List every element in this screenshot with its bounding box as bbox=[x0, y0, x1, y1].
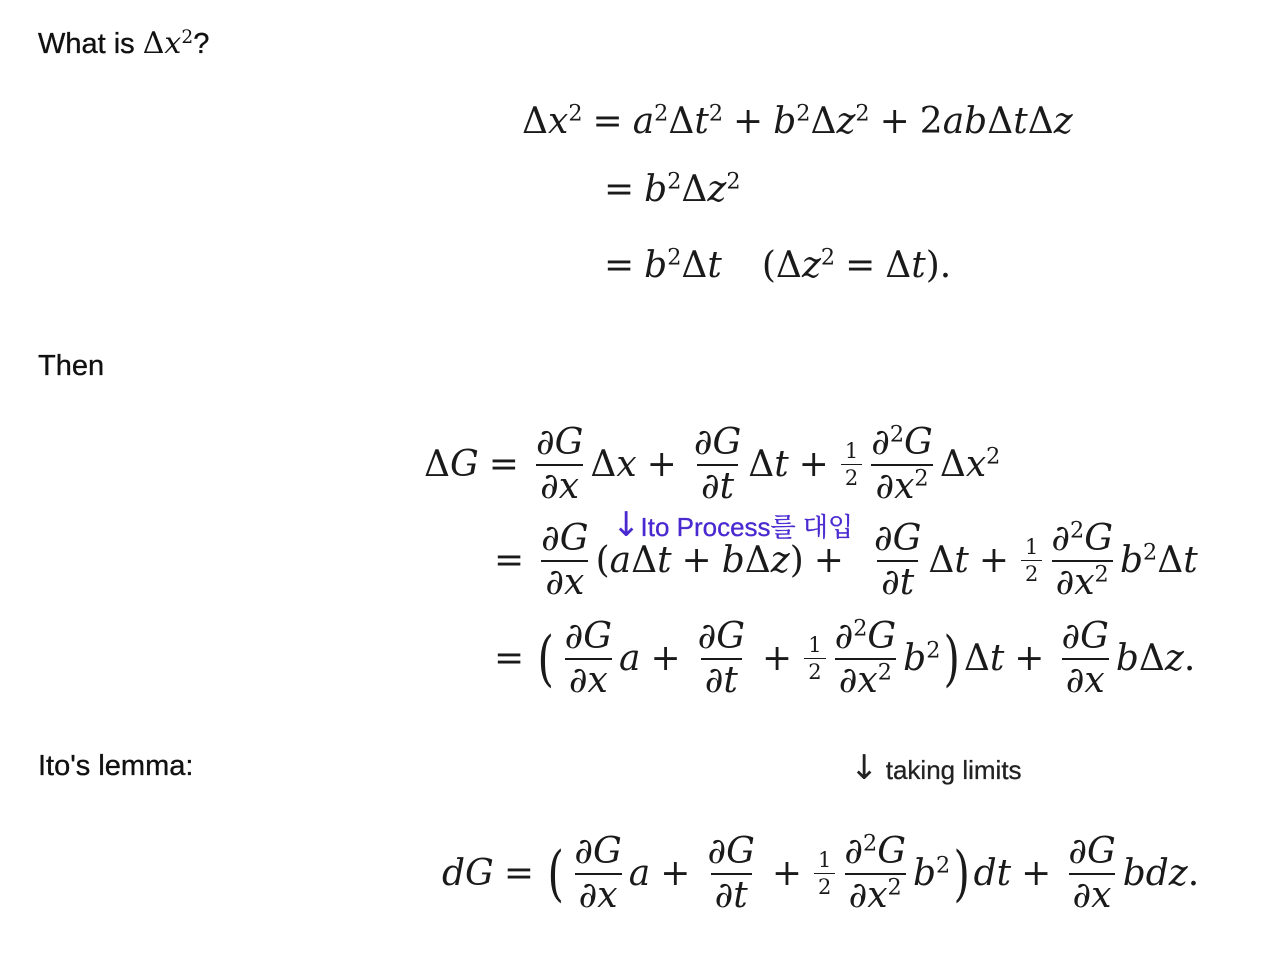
annotation-taking-limits: ↓ taking limits bbox=[850, 748, 1022, 788]
annotation-ito-process: ↓Ito Process를 대입 bbox=[612, 505, 854, 545]
equation-dx2-line1: $\Delta x^2$ = $a^2\Delta t^2$ + $b^2\Delta z^2$ + 2abΔtΔz bbox=[522, 100, 1073, 142]
heading-what-is-text: What is bbox=[38, 28, 143, 60]
heading-what-is: What is $\Delta x^2$? bbox=[38, 26, 210, 61]
equation-dG-line1: ΔG = $\frac{\partial G}{\partial x}$ Δx + $\frac{\partial G}{\partial t}$ Δt + $\frac{1}{2}$ $\frac{\partial^2G}{\partial x^2}$ $\Delta x^2$ bbox=[424, 421, 1001, 507]
equation-dG-line2: = $\frac{\partial G}{\partial x}$ (aΔt + bΔz) + $\frac{\partial G}{\partial t}$ Δt + $\frac{1}{2}$ $\frac{\partial^2G}{\partial x^2}$ $b^2\Delta t$ bbox=[494, 517, 1198, 603]
heading-what-is-q: ? bbox=[193, 28, 210, 60]
down-arrow-icon: ↓ bbox=[612, 505, 641, 545]
equation-dG-line3: = ( $\frac{\partial G}{\partial x}$ a + $\frac{\partial G}{\partial t}$ + $\frac{1}{2}$ $\frac{\partial^2G}{\partial x^2}$ $b^2$ ) Δt + $\frac{\partial G}{\partial x}$ bΔz. bbox=[494, 615, 1196, 701]
heading-then: Then bbox=[38, 350, 105, 382]
equation-dG-final: dG = ( $\frac{\partial G}{\partial x}$ a + $\frac{\partial G}{\partial t}$ + $\frac{1}{2}$ $\frac{\partial^2G}{\partial x^2}$ $b^2$ ) dt + $\frac{\partial G}{\partial x}$ bdz. bbox=[442, 830, 1200, 916]
heading-ito-lemma: Ito's lemma: bbox=[38, 750, 194, 782]
equation-dx2-line3: = $b^2\Delta t$ ($\Delta z^2$ = Δt). bbox=[604, 244, 952, 286]
down-arrow-icon: ↓ bbox=[850, 748, 879, 788]
equation-dx2-line2: = $b^2\Delta z^2$ bbox=[604, 168, 741, 210]
